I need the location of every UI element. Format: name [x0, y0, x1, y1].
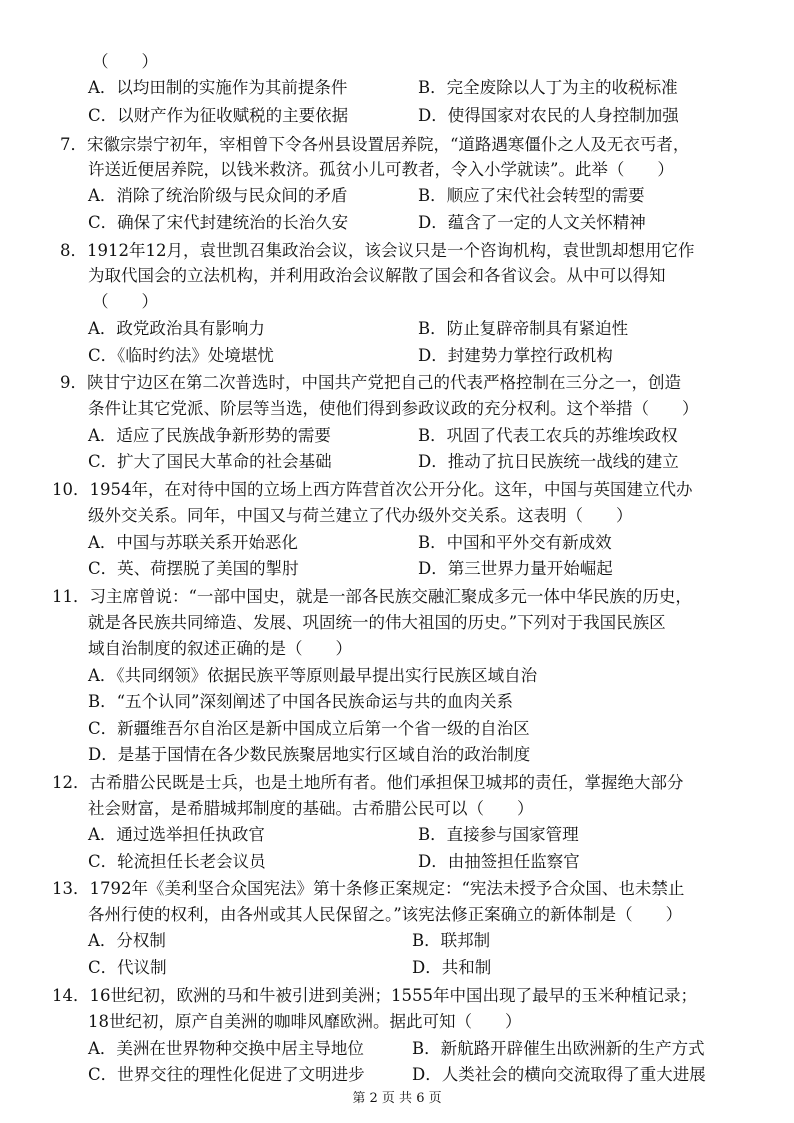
q10-option-c: C．英、荷摆脱了美国的掣肘: [88, 559, 299, 578]
q12-option-c: C．轮流担任长老会议员: [88, 852, 266, 871]
q7-option-c: C．确保了宋代封建统治的长治久安: [88, 213, 349, 232]
q10-stem-line-1: 10．1954年，在对待中国的立场上西方阵营首次公开分化。这年，中国与英国建立代办: [52, 480, 693, 499]
q10-stem-line-2: 级外交关系。同年，中国又与荷兰建立了代办级外交关系。这表明（ ）: [88, 506, 633, 525]
q6-option-c: C．以财产作为征收赋税的主要依据: [88, 106, 349, 125]
q9-option-b: B．巩固了代表工农兵的苏维埃政权: [418, 426, 678, 445]
q7-stem-line-1: 7．宋徽宗崇宁初年，宰相曾下令各州县设置居养院，“道路遇寒僵仆之人及无衣丐者，: [60, 135, 690, 154]
q7-option-a: A．消除了统治阶级与民众间的矛盾: [88, 186, 348, 205]
q9-stem-line-2: 条件让其它党派、阶层等当选，使他们得到参政议政的充分权利。这个举措（ ）: [88, 399, 699, 418]
q8-option-a: A．政党政治具有影响力: [88, 319, 265, 338]
q14-stem-line-1: 14．16世纪初，欧洲的马和牛被引进到美洲；1555年中国出现了最早的玉米种植记录；: [52, 986, 697, 1005]
q11-option-d: D．是基于国情在各少数民族聚居地实行区域自治的政治制度: [88, 745, 531, 764]
q13-stem-line-2: 各州行使的权利，由各州或其人民保留之。”该宪法修正案确立的新体制是（ ）: [88, 905, 683, 924]
q6-answer-blank: （ ）: [92, 52, 158, 71]
q12-option-a: A．通过选举担任执政官: [88, 825, 265, 844]
page-number: 第 2 页 共 6 页: [352, 1091, 442, 1106]
q13-option-d: D．共和制: [412, 958, 492, 977]
q7-stem-line-2: 许送近便居养院，以钱米救济。孤贫小儿可教者，令入小学就读”。此举（ ）: [88, 160, 674, 179]
q10-option-a: A．中国与苏联关系开始恶化: [88, 533, 298, 552]
q14-option-c: C．世界交往的理性化促进了文明进步: [88, 1065, 365, 1084]
q11-stem-line-2: 就是各民族共同缔造、发展、巩固统一的伟大祖国的历史。”下列对于我国民族区: [88, 613, 666, 632]
q6-option-d: D．使得国家对农民的人身控制加强: [418, 106, 679, 125]
q9-option-c: C．扩大了国民大革命的社会基础: [88, 452, 332, 471]
q14-stem-line-2: 18世纪初，原产自美洲的咖啡风靡欧洲。据此可知（ ）: [88, 1012, 522, 1031]
q8-option-c: C．《临时约法》处境堪忧: [88, 346, 274, 365]
q14-option-d: D．人类社会的横向交流取得了重大进展: [412, 1065, 706, 1084]
q8-stem-line-3: （ ）: [92, 292, 158, 311]
q12-stem-line-2: 社会财富，是希腊城邦制度的基础。古希腊公民可以（ ）: [88, 799, 534, 818]
q12-option-b: B．直接参与国家管理: [418, 825, 579, 844]
q7-option-d: D．蕴含了一定的人文关怀精神: [418, 213, 646, 232]
q10-option-b: B．中国和平外交有新成效: [418, 533, 612, 552]
q14-option-b: B．新航路开辟催生出欧洲新的生产方式: [412, 1039, 705, 1058]
q13-option-b: B．联邦制: [412, 931, 491, 950]
q13-option-c: C．代议制: [88, 958, 167, 977]
q8-stem-line-1: 8．1912年12月，袁世凯召集政治会议，该会议只是一个咨询机构，袁世凯却想用它作: [60, 241, 695, 260]
q13-stem-line-1: 13．1792年《美利坚合众国宪法》第十条修正案规定：“宪法未授予合众国、也未禁止: [52, 879, 685, 898]
q13-option-a: A．分权制: [88, 931, 166, 950]
q11-option-b: B．“五个认同”深刻阐述了中国各民族命运与共的血肉关系: [88, 692, 513, 711]
q12-option-d: D．由抽签担任监察官: [418, 852, 580, 871]
q12-stem-line-1: 12．古希腊公民既是士兵，也是土地所有者。他们承担保卫城邦的责任，掌握绝大部分: [52, 773, 684, 792]
q10-option-d: D．第三世界力量开始崛起: [418, 559, 613, 578]
q11-stem-line-3: 域自治制度的叙述正确的是（ ）: [88, 639, 352, 658]
q11-option-c: C．新疆维吾尔自治区是新中国成立后第一个省一级的自治区: [88, 719, 530, 738]
q8-option-d: D．封建势力掌控行政机构: [418, 346, 613, 365]
q11-option-a: A．《共同纲领》依据民族平等原则最早提出实行民族区域自治: [88, 666, 538, 685]
q8-option-b: B．防止复辟帝制具有紧迫性: [418, 319, 629, 338]
q8-stem-line-2: 为取代国会的立法机构，并利用政治会议解散了国会和各省议会。从中可以得知: [88, 266, 666, 285]
q6-option-a: A．以均田制的实施作为其前提条件: [88, 78, 348, 97]
q7-option-b: B．顺应了宋代社会转型的需要: [418, 186, 645, 205]
q11-stem-line-1: 11．习主席曾说：“一部中国史，就是一部各民族交融汇聚成多元一体中华民族的历史，: [52, 587, 692, 606]
q9-option-d: D．推动了抗日民族统一战线的建立: [418, 452, 679, 471]
q14-option-a: A．美洲在世界物种交换中居主导地位: [88, 1039, 364, 1058]
q9-option-a: A．适应了民族战争新形势的需要: [88, 426, 331, 445]
q6-option-b: B．完全废除以人丁为主的收税标准: [418, 78, 678, 97]
q9-stem-line-1: 9．陕甘宁边区在第二次普选时，中国共产党把自己的代表严格控制在三分之一，创造: [60, 373, 681, 392]
